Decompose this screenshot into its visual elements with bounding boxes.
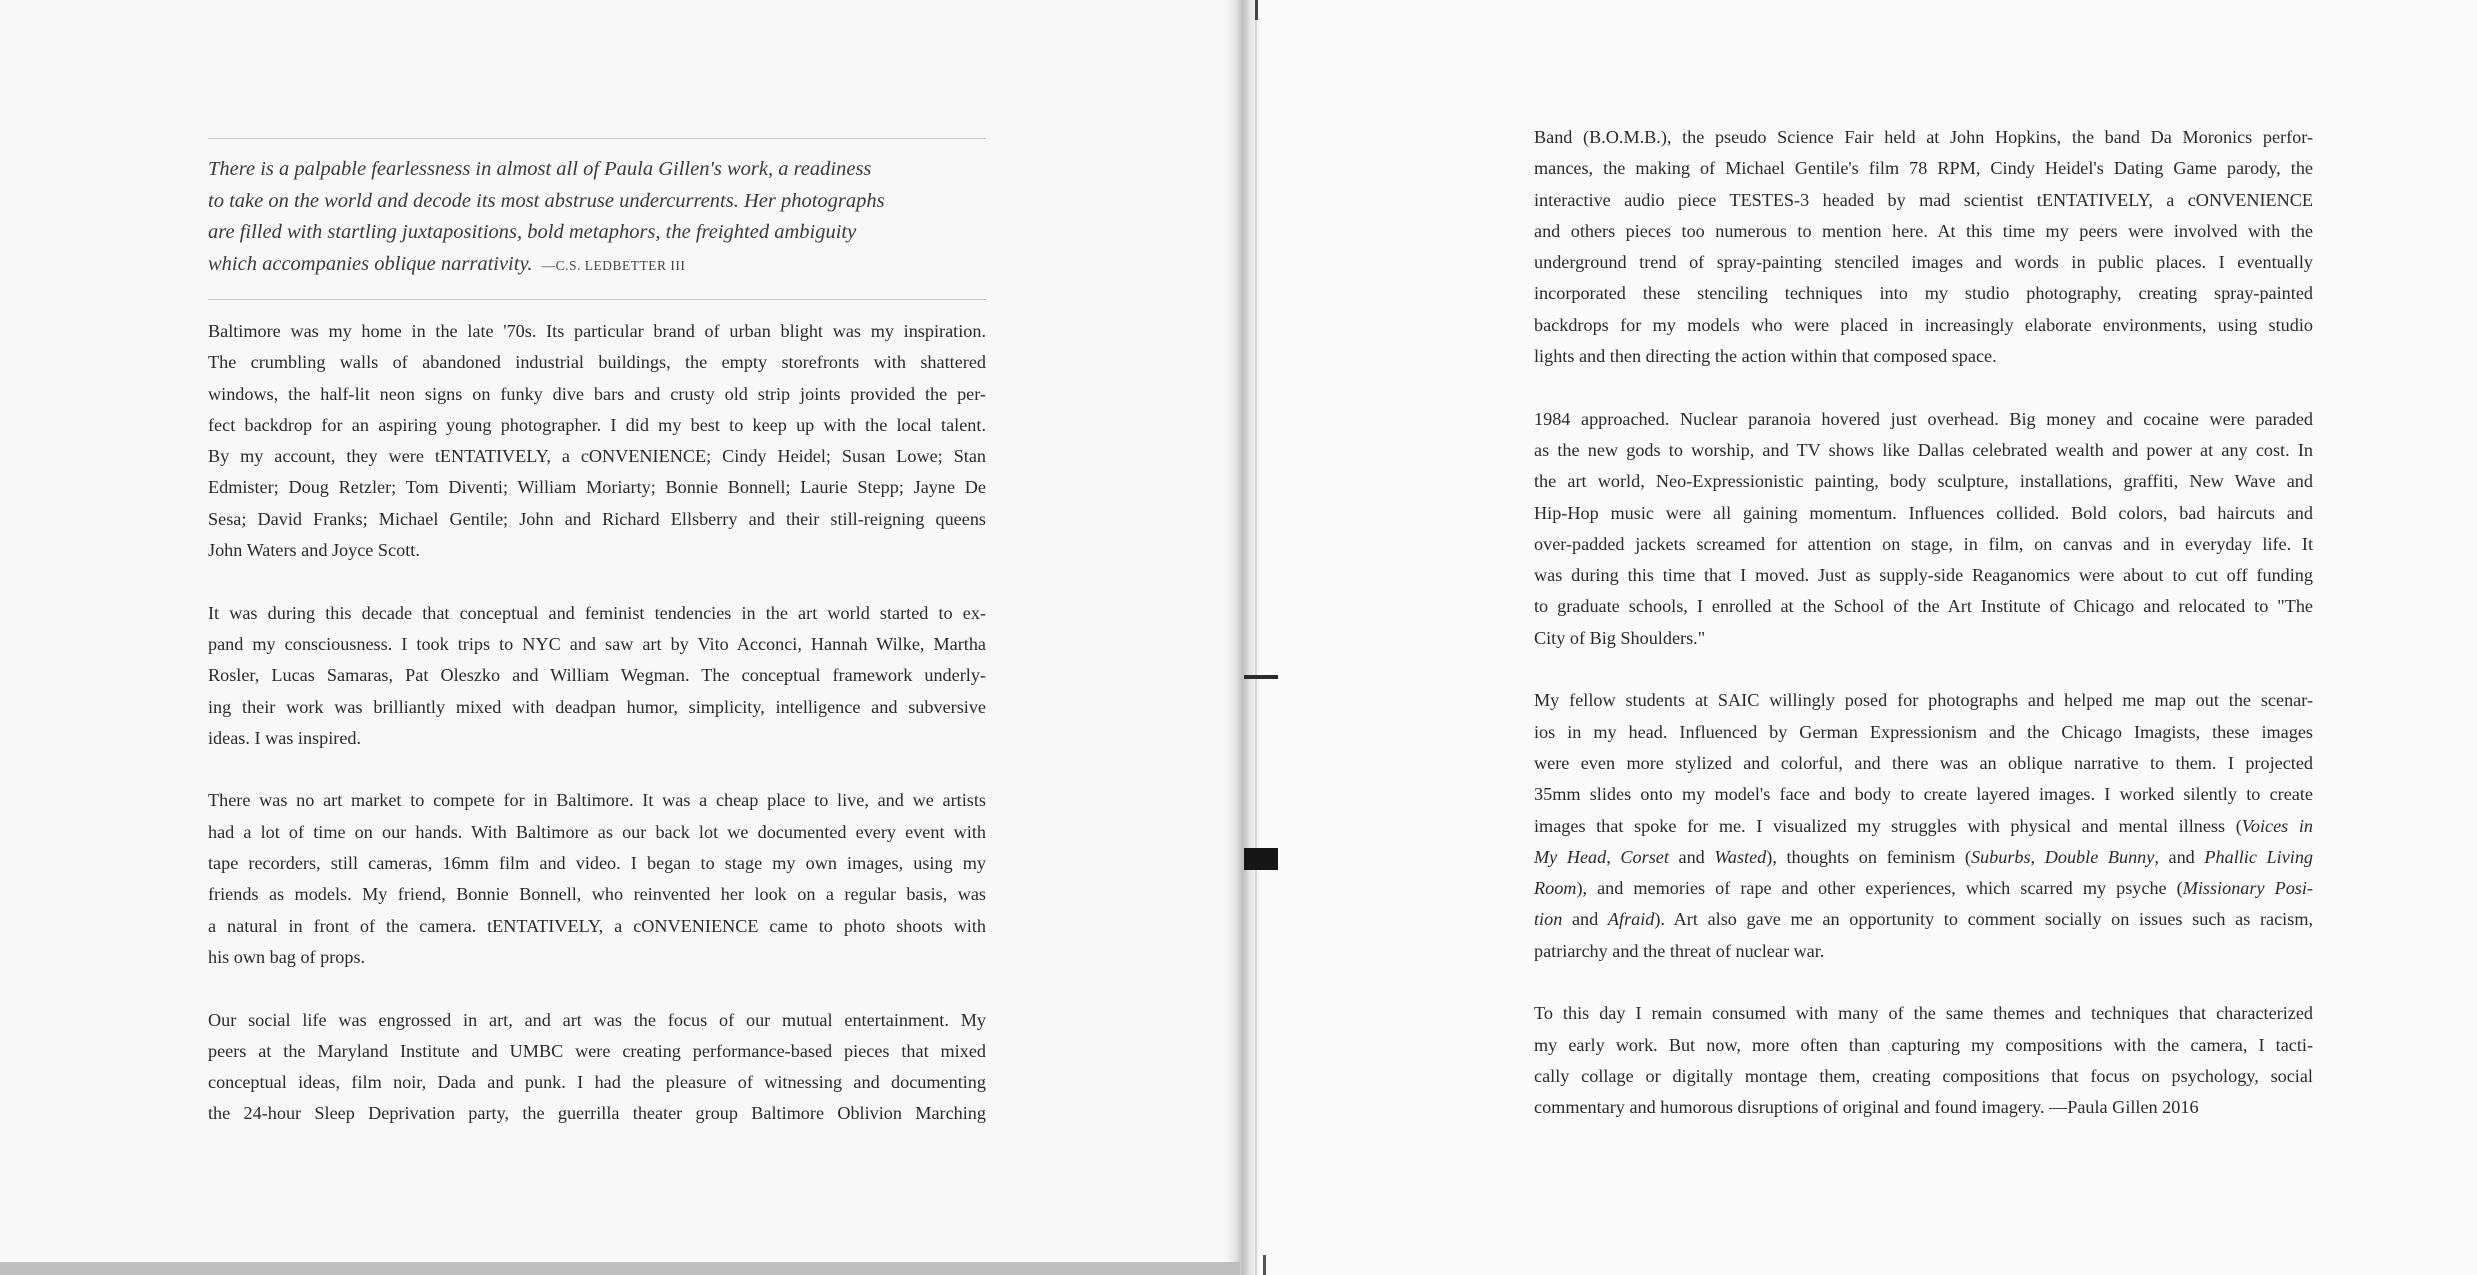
paragraph [1534, 404, 2313, 654]
text-line: Hip-Hop music were all gaining momentum. Influences collided. Bold colors, bad haircuts and [1534, 502, 2313, 523]
text-line: commentary and humorous disruptions of original and found imagery. —Paula Gillen 2016 [1534, 1097, 2199, 1118]
binding-mark [1244, 675, 1278, 679]
text-line: as the new gods to worship, and TV shows like Dallas celebrated wealth and power at any cost. In [1534, 439, 2313, 460]
artwork-title: Room [1534, 878, 1577, 899]
text-line: To this day I remain consumed with many of the same themes and techniques that characterized [1534, 1003, 2313, 1024]
text-run: ). Art also gave me an opportunity to comment socially on issues such as racism, [1654, 909, 2314, 930]
text-run: and [1562, 909, 1608, 930]
paragraph [208, 785, 986, 973]
text-line [1534, 873, 2313, 904]
text-line: Baltimore was my home in the late '70s. Its particular brand of urban blight was my inspiration. [208, 321, 986, 341]
text-run: , and [2154, 846, 2205, 867]
text-line: ing their work was brilliantly mixed with deadpan humor, simplicity, intelligence and subversive [208, 696, 986, 717]
quote-top-rule [208, 138, 986, 139]
text-line: City of Big Shoulders." [1534, 627, 1706, 648]
artwork-title: Afraid [1607, 909, 1655, 930]
text-line: The crumbling walls of abandoned industrial buildings, the empty storefronts with shattered [208, 352, 986, 373]
pull-quote [208, 154, 998, 281]
paragraph [208, 598, 986, 754]
text-line: It was during this decade that conceptual and feminist tendencies in the art world started to ex- [208, 602, 986, 623]
text-line: Our social life was engrossed in art, and art was the focus of our mutual entertainment. My [208, 1009, 986, 1030]
text-line: pand my consciousness. I took trips to NYC and saw art by Vito Acconci, Hannah Wilke, Martha [208, 633, 986, 654]
text-line: patriarchy and the threat of nuclear war. [1534, 940, 1825, 961]
left-body-text [208, 316, 986, 1161]
text-line: ideas. I was inspired. [208, 727, 362, 748]
quote-bottom-rule [208, 299, 986, 300]
text-line: my early work. But now, more often than capturing my compositions with the camera, I tacti- [1534, 1034, 2313, 1055]
text-line: Rosler, Lucas Samaras, Pat Oleszko and William Wegman. The conceptual framework underly- [208, 665, 986, 686]
text-line: fect backdrop for an aspiring young photographer. I did my best to keep up with the local talent. [208, 414, 986, 435]
text-line: tape recorders, still cameras, 16mm film and video. I began to stage my own images, using my [208, 853, 986, 874]
text-run: images that spoke for me. I visualized my struggles with physical and mental illness ( [1534, 815, 2242, 836]
text-line: interactive audio piece TESTES-3 headed by mad scientist tENTATIVELY, a cONVENIENCE [1534, 189, 2313, 210]
text-line: 1984 approached. Nuclear paranoia hovered just overhead. Big money and cocaine were paraded [1534, 408, 2313, 429]
text-line [1534, 811, 2313, 842]
text-line: backdrops for my models who were placed in increasingly elaborate environments, using studio [1534, 314, 2313, 335]
text-line: a natural in front of the camera. tENTATIVELY, a cONVENIENCE came to photo shoots with [208, 915, 986, 936]
text-line: lights and then directing the action within that composed space. [1534, 346, 1997, 367]
paragraph [1534, 998, 2313, 1123]
text-line: conceptual ideas, film noir, Dada and punk. I had the pleasure of witnessing and documenting [208, 1072, 986, 1093]
scan-bottom-edge [0, 1262, 1240, 1275]
artwork-title: Wasted [1714, 846, 1767, 867]
text-line: My fellow students at SAIC willingly posed for photographs and helped me map out the scenar- [1534, 690, 2313, 711]
artwork-title: tion [1534, 909, 1563, 930]
artwork-title: Missionary Posi- [2182, 878, 2313, 899]
text-run: and [1668, 846, 1715, 867]
text-line: cally collage or digitally montage them, creating compositions that focus on psychology, social [1534, 1065, 2313, 1086]
text-line: underground trend of spray-painting stenciled images and words in public places. I eventually [1534, 252, 2313, 273]
gutter-tick-bottom [1263, 1255, 1266, 1275]
text-line: peers at the Maryland Institute and UMBC were creating performance-based pieces that mixed [208, 1040, 986, 1061]
text-line: was during this time that I moved. Just as supply-side Reaganomics were about to cut off funding [1534, 565, 2313, 586]
quote-attribution: —C.S. LEDBETTER III [541, 257, 686, 273]
artwork-title: Voices in [2241, 815, 2313, 836]
text-line: Band (B.O.M.B.), the pseudo Science Fair held at John Hopkins, the band Da Moronics perfor- [1534, 127, 2313, 147]
artwork-title: My Head, Corset [1534, 846, 1669, 867]
text-line: friends as models. My friend, Bonnie Bonnell, who reinvented her look on a regular basis, was [208, 884, 986, 905]
text-line: Sesa; David Franks; Michael Gentile; John and Richard Ellsberry and their still-reigning queens [208, 508, 986, 529]
text-line: windows, the half-lit neon signs on funky dive bars and crusty old strip joints provided the per- [208, 383, 986, 404]
text-line: his own bag of props. [208, 946, 366, 967]
text-run: ), and memories of rape and other experiences, which scarred my psyche ( [1576, 878, 2183, 899]
paragraph [208, 1005, 986, 1130]
text-line: ios in my head. Influenced by German Expressionism and the Chicago Imagists, these images [1534, 721, 2313, 742]
quote-line: are filled with startling juxtapositions, bold metaphors, the freighted ambiguity [208, 221, 857, 243]
text-line: mances, the making of Michael Gentile's film 78 RPM, Cindy Heidel's Dating Game parody, the [1534, 158, 2313, 179]
text-line: the 24-hour Sleep Deprivation party, the guerrilla theater group Baltimore Oblivion Marching [208, 1103, 986, 1124]
text-line: over-padded jackets screamed for attention on stage, in film, on canvas and in everyday life. It [1534, 533, 2313, 554]
text-line: the art world, Neo-Expressionistic painting, body sculpture, installations, graffiti, New Wave and [1534, 471, 2313, 492]
artwork-title: Phallic Living [2204, 846, 2314, 867]
binding-tab [1244, 848, 1278, 870]
text-line: John Waters and Joyce Scott. [208, 540, 420, 561]
text-line [1534, 842, 2313, 873]
gutter-line [1255, 0, 1257, 1275]
quote-line-last [208, 249, 998, 282]
text-line: to graduate schools, I enrolled at the School of the Art Institute of Chicago and relocated to "The [1534, 596, 2313, 617]
text-line: incorporated these stenciling techniques into my studio photography, creating spray-painted [1534, 283, 2313, 304]
text-line: There was no art market to compete for in Baltimore. It was a cheap place to live, and we artists [208, 790, 986, 811]
right-body-text [1534, 122, 2313, 1155]
artwork-title: Suburbs, Double Bunny [1970, 846, 2155, 867]
text-line: By my account, they were tENTATIVELY, a cONVENIENCE; Cindy Heidel; Susan Lowe; Stan [208, 446, 986, 467]
quote-line: to take on the world and decode its most abstruse undercurrents. Her photographs [208, 189, 885, 212]
paragraph [1534, 122, 2313, 372]
paragraph [1534, 685, 2313, 967]
text-line: were even more stylized and colorful, and there was an oblique narrative to them. I projected [1534, 752, 2313, 773]
gutter-tick-top [1255, 0, 1258, 20]
text-line: and others pieces too numerous to mention here. At this time my peers were involved with the [1534, 220, 2313, 241]
text-line [1534, 904, 2313, 935]
text-line: had a lot of time on our hands. With Baltimore as our back lot we documented every event with [208, 821, 986, 842]
quote-line: There is a palpable fearlessness in almost all of Paula Gillen's work, a readiness [208, 158, 872, 180]
text-line: 35mm slides onto my model's face and body to create layered images. I worked silently to create [1534, 784, 2313, 805]
paragraph [208, 316, 986, 566]
text-line: Edmister; Doug Retzler; Tom Diventi; William Moriarty; Bonnie Bonnell; Laurie Stepp; Jayne De [208, 477, 986, 498]
text-run: ), thoughts on feminism ( [1766, 846, 1971, 867]
quote-line-text: which accompanies oblique narrativity. [208, 252, 533, 275]
